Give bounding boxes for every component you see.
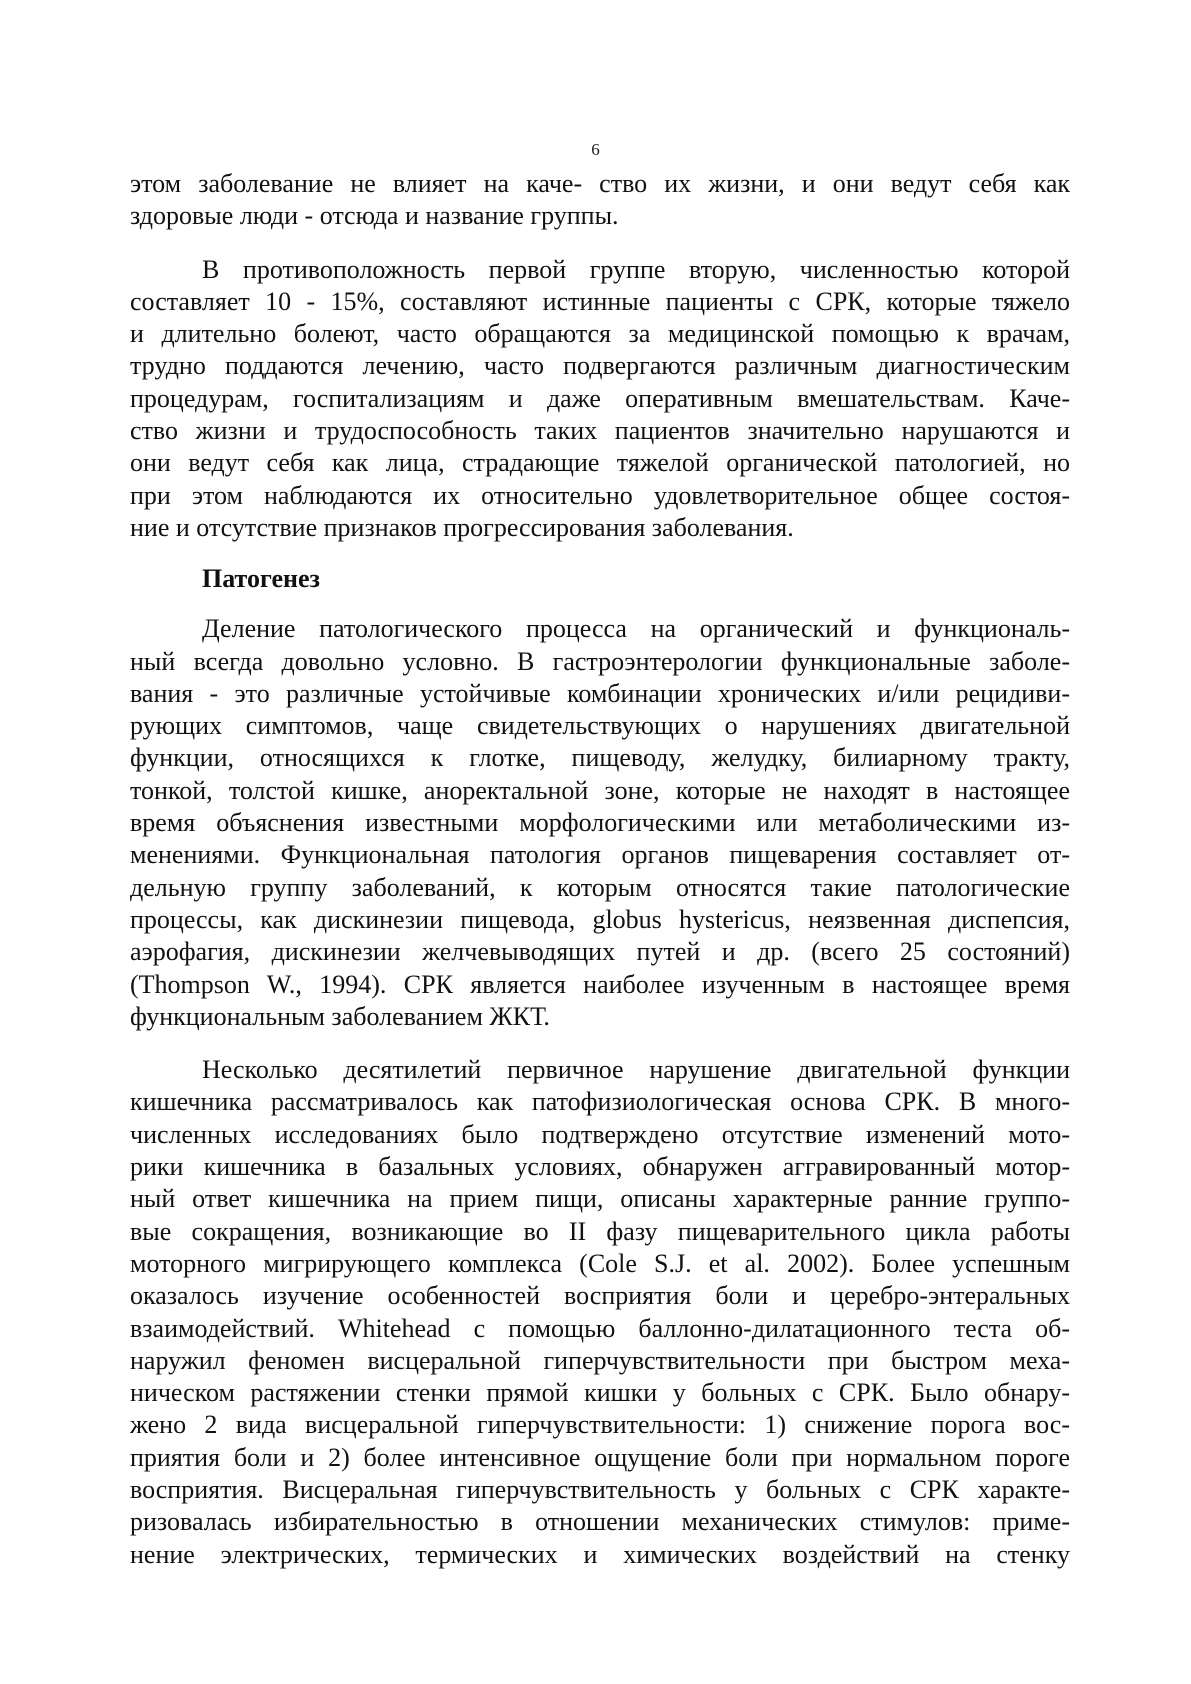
text-line: В противоположность первой группе вторую, численностью которой xyxy=(202,254,1070,284)
text-line: (Thompson W., 1994). СРК является наиболее изученным в настоящее время xyxy=(130,969,1070,999)
text-line: ный ответ кишечника на прием пищи, описаны характерные ранние группо- xyxy=(130,1184,1070,1214)
text-line: моторного мигрирующего комплекса (Cole S.J. et al. 2002). Более успешным xyxy=(130,1248,1070,1278)
text-line: рики кишечника в базальных условиях, обнаружен аггравированный мотор- xyxy=(130,1152,1070,1182)
text-line: процедурам, госпитализациям и даже оперативным вмешательствам. Каче- xyxy=(130,383,1070,413)
text-line: нение электрических, термических и химических воздействий на стенку xyxy=(130,1539,1070,1569)
text-line: приятия боли и 2) более интенсивное ощущение боли при нормальном пороге xyxy=(130,1442,1070,1472)
text-line: кишечника рассматривалось как патофизиологическая основа СРК. В много- xyxy=(130,1087,1070,1117)
text-line: ный всегда довольно условно. В гастроэнтерологии функциональные заболе- xyxy=(130,646,1070,676)
text-line: оказалось изучение особенностей восприятия боли и церебро-энтеральных xyxy=(130,1281,1070,1311)
page-number: 6 xyxy=(591,140,600,159)
text-line: трудно поддаются лечению, часто подвергаются различным диагностическим xyxy=(130,351,1070,381)
text-line: и длительно болеют, часто обращаются за медицинской помощью к врачам, xyxy=(130,319,1070,349)
text-line: ство жизни и трудоспособность таких пациентов значительно нарушаются и xyxy=(130,416,1070,446)
text-line: составляет 10 - 15%, составляют истинные пациенты с СРК, которые тяжело xyxy=(130,286,1070,316)
text-line: восприятия. Висцеральная гиперчувствительность у больных с СРК характе- xyxy=(130,1474,1070,1504)
text-line: процессы, как дискинезии пищевода, globus hystericus, неязвенная диспепсия, xyxy=(130,904,1070,934)
text-line: Несколько десятилетий первичное нарушение двигательной функции xyxy=(202,1055,1070,1085)
text-line: ние и отсутствие признаков прогрессирования заболевания. xyxy=(130,512,794,542)
text-line: вания - это различные устойчивые комбинации хронических и/или рецидиви- xyxy=(130,678,1070,708)
text-line: они ведут себя как лица, страдающие тяжелой органической патологией, но xyxy=(130,448,1070,478)
text-line: ническом растяжении стенки прямой кишки у больных с СРК. Было обнару- xyxy=(130,1378,1070,1408)
paragraph-2 xyxy=(130,254,1070,545)
paragraph-3 xyxy=(130,613,1070,1033)
text-line: функции, относящихся к глотке, пищеводу, желудку, билиарному тракту, xyxy=(130,743,1070,773)
paragraph-4 xyxy=(130,1054,1070,1571)
text-line: жено 2 вида висцеральной гиперчувствительности: 1) снижение порога вос- xyxy=(130,1410,1070,1440)
text-line: численных исследованиях было подтверждено отсутствие изменений мото- xyxy=(130,1119,1070,1149)
text-line: вые сокращения, возникающие во II фазу пищеварительного цикла работы xyxy=(130,1216,1070,1246)
text-line: тонкой, толстой кишке, аноректальной зоне, которые не находят в настоящее xyxy=(130,775,1070,805)
paragraph-1 xyxy=(130,168,1070,233)
body-text xyxy=(130,168,1070,1571)
text-line: менениями. Функциональная патология органов пищеварения составляет от- xyxy=(130,840,1070,870)
section-heading: Патогенез xyxy=(202,564,320,594)
text-line: наружил феномен висцеральной гиперчувствительности при быстром меха- xyxy=(130,1345,1070,1375)
text-line: взаимодействий. Whitehead с помощью баллонно-дилатационного теста об- xyxy=(130,1313,1070,1343)
text-line: ризовалась избирательностью в отношении механических стимулов: приме- xyxy=(130,1507,1070,1537)
text-line: рующих симптомов, чаще свидетельствующих о нарушениях двигательной xyxy=(130,711,1070,741)
text-line: здоровые люди - отсюда и название группы. xyxy=(130,201,619,231)
text-line: время объяснения известными морфологическими или метаболическими из- xyxy=(130,808,1070,838)
text-line: дельную группу заболеваний, к которым относятся такие патологические xyxy=(130,872,1070,902)
text-line: функциональным заболеванием ЖКТ. xyxy=(130,1001,550,1031)
text-line: при этом наблюдаются их относительно удовлетворительное общее состоя- xyxy=(130,480,1070,510)
text-line: аэрофагия, дискинезии желчевыводящих путей и др. (всего 25 состояний) xyxy=(130,937,1070,967)
text-line: Деление патологического процесса на органический и функциональ- xyxy=(202,614,1070,644)
text-line: этом заболевание не влияет на каче- ство их жизни, и они ведут себя как xyxy=(130,169,1070,198)
